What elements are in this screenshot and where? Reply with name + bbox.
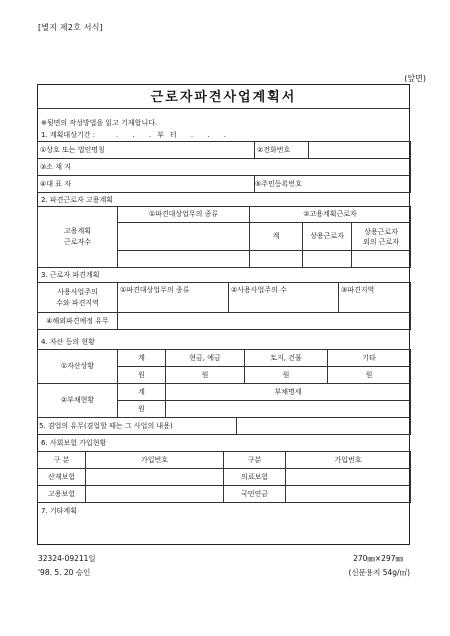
job-type-field[interactable]	[118, 223, 250, 251]
job-type-row2[interactable]	[118, 251, 250, 268]
job-type-label: ①파견대상업무의 종류	[118, 207, 250, 223]
regular-worker-label: 상용근로자	[303, 223, 352, 251]
section6-heading: 6. 사회보험 가입현황	[41, 439, 107, 447]
national-pension-field[interactable]	[286, 486, 411, 503]
section7-heading: 7. 기타계획	[41, 507, 77, 515]
paper-size: 270㎜×297㎜	[353, 554, 403, 563]
insurance-number-header: 가입번호	[86, 452, 224, 469]
form-number: [별지 제2호 서식]	[38, 23, 103, 32]
assets-land-label: 토지, 건물	[245, 350, 328, 367]
overseas-dispatch-field[interactable]	[118, 313, 411, 330]
form-code: 32324-09211일	[38, 554, 96, 563]
section2-table	[37, 206, 411, 268]
form-title: 근로자파견사업계획서	[150, 90, 297, 105]
notice-text: ※뒷면의 작성방법을 읽고 기재합니다.	[41, 119, 158, 127]
client-count-label: ②사용사업주의 수	[229, 283, 339, 313]
section3-table	[37, 282, 411, 330]
total-field[interactable]	[250, 251, 303, 268]
plan-period-value[interactable]: . . .부터 . . .	[116, 131, 233, 139]
overseas-dispatch-label: ④해외파견예정 유무	[38, 313, 118, 330]
employment-plan-label: 고용계획 근로자수	[38, 207, 118, 268]
employee-plan-label: ②고용계획근로자	[250, 207, 411, 223]
company-name-label: ①상호 또는 법인명칭	[38, 142, 255, 159]
assets-other-unit[interactable]: 원	[328, 367, 411, 384]
assets-cash-label: 현금, 예금	[166, 350, 245, 367]
total-label: 계	[250, 223, 303, 251]
insurance-type-header-2: 구분	[224, 452, 286, 469]
section3-heading: 3. 근로자 파견계획	[41, 271, 100, 279]
dispatch-region-label: ③파견지역	[339, 283, 411, 313]
insurance-type-header: 구 분	[38, 452, 86, 469]
representative-label: ④대 표 자	[38, 176, 255, 193]
section4-table	[37, 349, 411, 418]
section5-table	[37, 417, 411, 435]
medical-insurance-label: 의료보험	[224, 469, 286, 486]
assets-total-unit[interactable]: 원	[118, 367, 166, 384]
assets-label: ①자산상황	[38, 350, 118, 384]
debts-label: ②부채현황	[38, 384, 118, 418]
section1-table	[37, 141, 411, 193]
assets-total-label: 계	[118, 350, 166, 367]
phone-label: ②전화번호	[255, 142, 309, 159]
assets-land-unit[interactable]: 원	[245, 367, 328, 384]
section2-heading: 2. 파견근로자 고용계획	[41, 196, 113, 204]
phone-field[interactable]	[309, 142, 411, 159]
debts-total-unit[interactable]: 원	[118, 401, 166, 418]
page-side-label: (앞면)	[404, 74, 426, 83]
dispatch-job-type-label: ①파견대상업무의 종류	[118, 283, 229, 313]
debts-total-label: 계	[118, 384, 166, 401]
side-business-label: 5. 겸업의 유무(겸업할 때는 그 사업의 내용)	[37, 418, 236, 435]
debt-detail-field[interactable]	[166, 401, 411, 418]
plan-period-label: 1. 계획대상기간 :	[41, 131, 96, 139]
insurance-number-header-2: 가입번호	[286, 452, 411, 469]
regular-field[interactable]	[303, 251, 352, 268]
industrial-insurance-label: 산재보험	[38, 469, 86, 486]
approval-date: '98. 5. 20 승인	[38, 568, 91, 577]
non-regular-field[interactable]	[352, 251, 411, 268]
form-frame	[37, 84, 410, 545]
employment-insurance-label: 고용보험	[38, 486, 86, 503]
non-regular-worker-label: 상용근로자 외의 근로자	[352, 223, 411, 251]
paper-type: (신문용지 54g/㎡)	[348, 568, 410, 577]
assets-other-label: 기타	[328, 350, 411, 367]
client-count-region-label: 사용사업주의 수와 파견지역	[38, 283, 118, 313]
debt-detail-label: 부채명세	[166, 384, 411, 401]
title-divider	[38, 108, 409, 109]
side-business-field[interactable]	[236, 418, 410, 435]
employment-insurance-field[interactable]	[86, 486, 224, 503]
medical-insurance-field[interactable]	[286, 469, 411, 486]
industrial-insurance-field[interactable]	[86, 469, 224, 486]
assets-cash-unit[interactable]: 원	[166, 367, 245, 384]
address-label: ③소 재 지	[38, 159, 411, 176]
resident-no-label: ⑤주민등록번호	[255, 176, 411, 193]
section6-table	[37, 451, 411, 503]
national-pension-label: 국민연금	[224, 486, 286, 503]
section4-heading: 4. 자산 등의 현황	[41, 338, 95, 346]
